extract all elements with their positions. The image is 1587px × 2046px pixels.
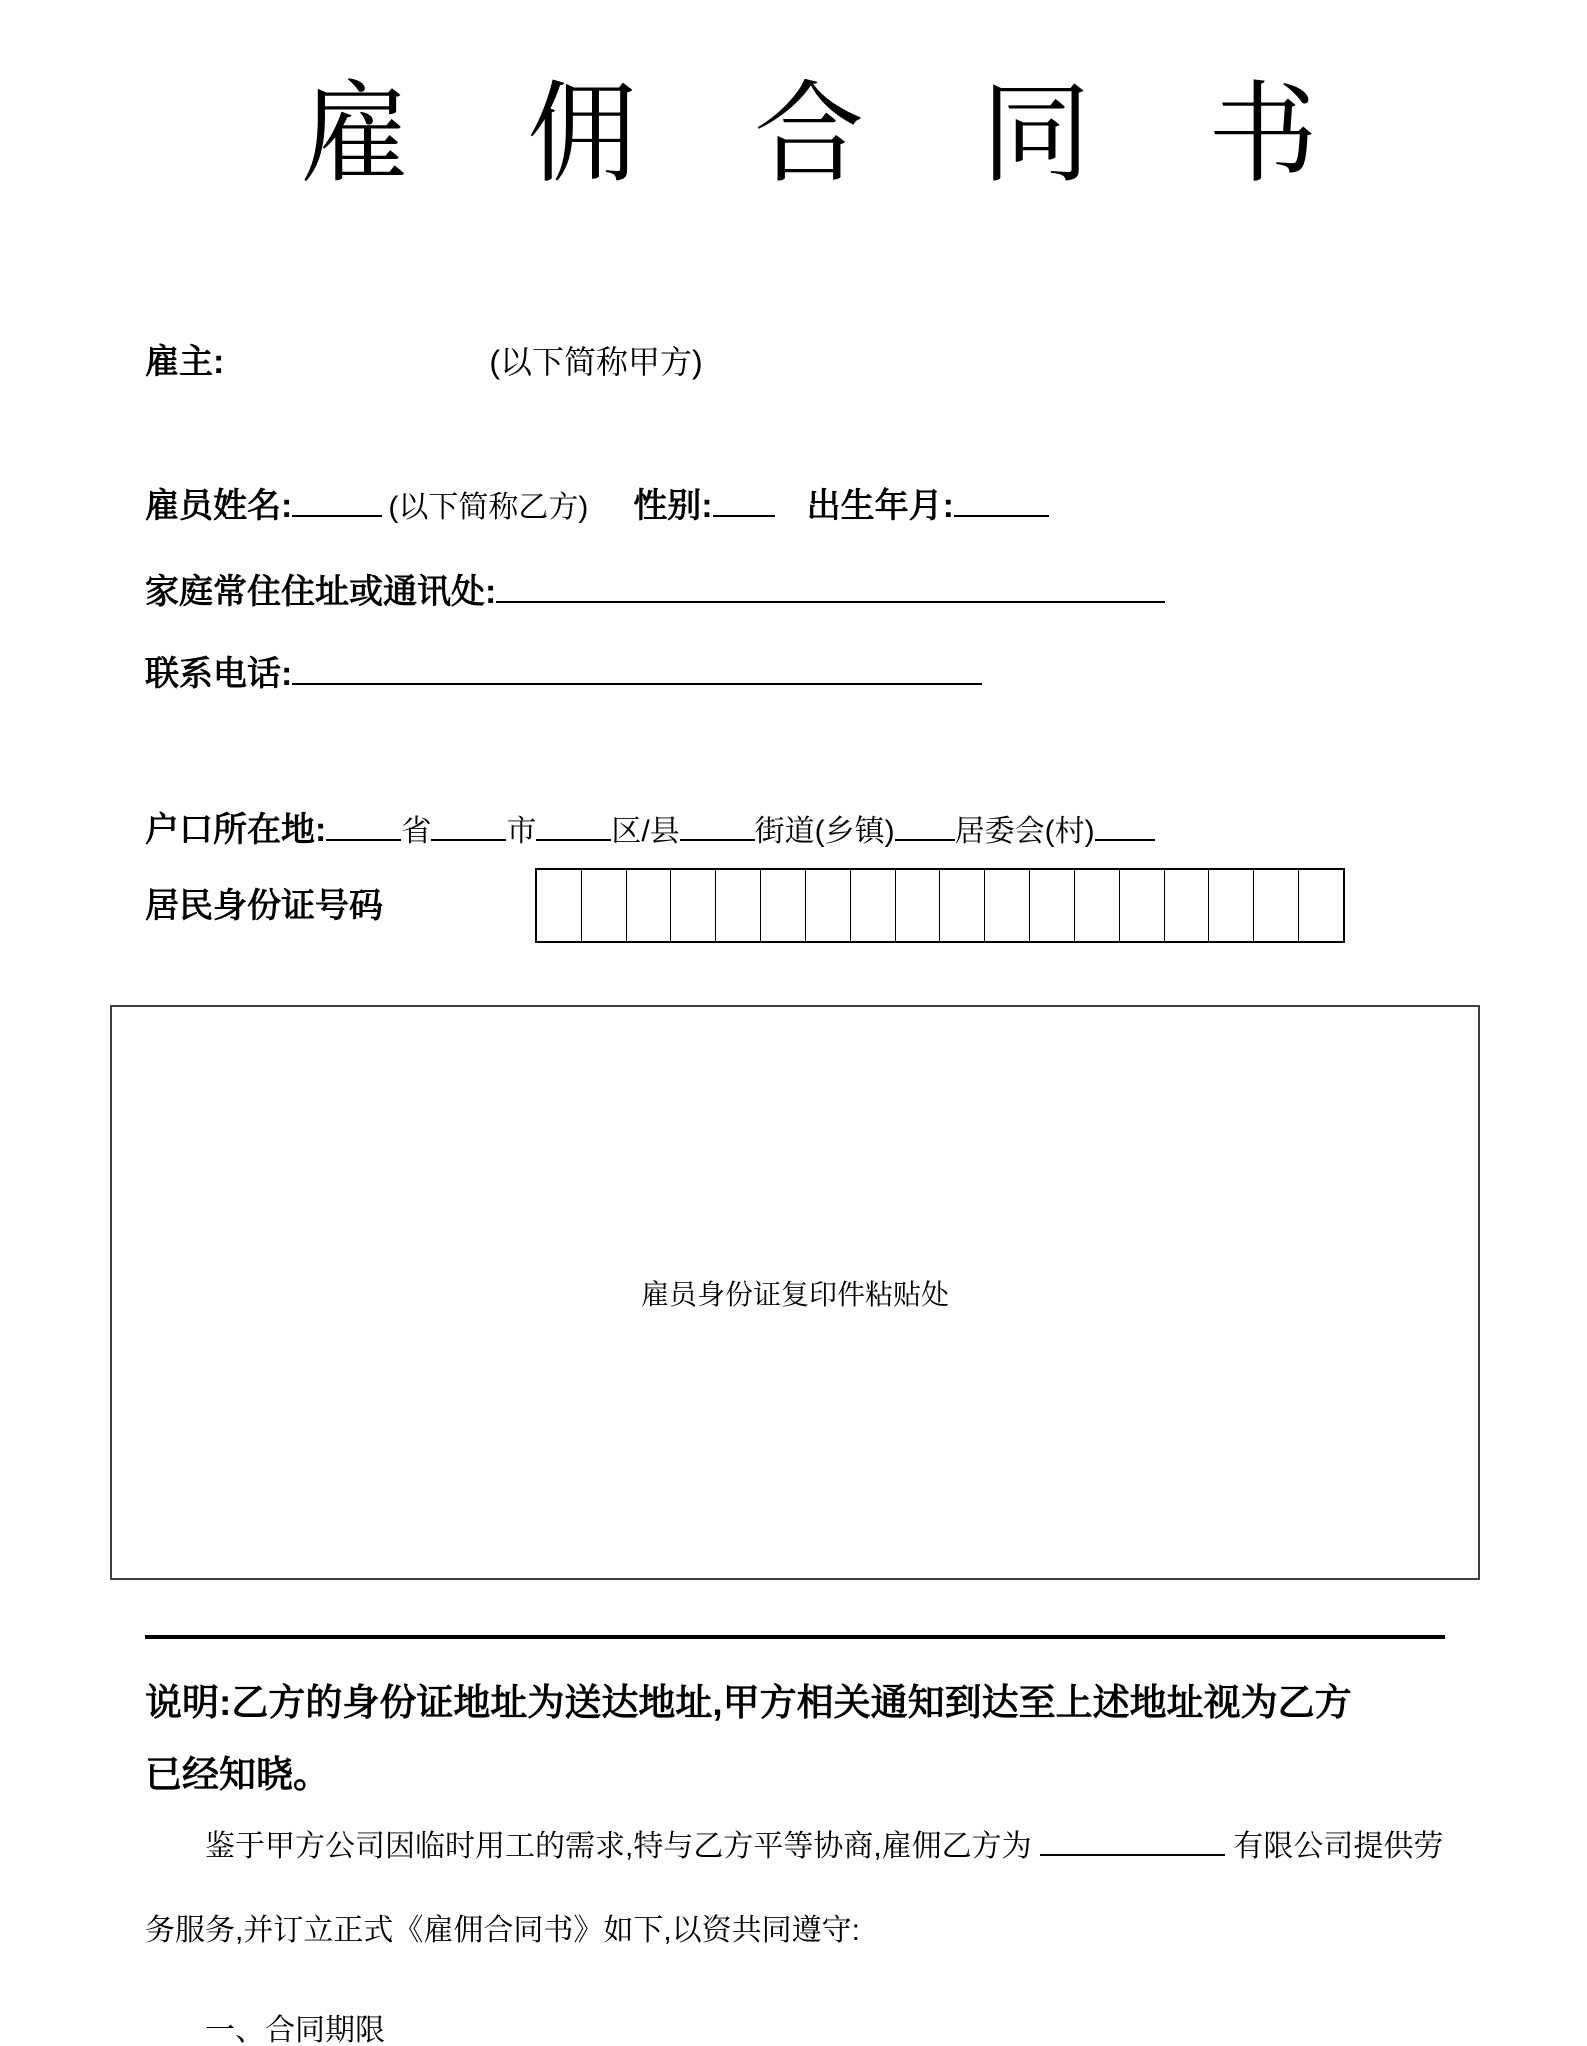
id-digit-cell xyxy=(985,870,1030,941)
id-digit-cell xyxy=(582,870,627,941)
id-digit-cell xyxy=(806,870,851,941)
blank-village xyxy=(1095,829,1155,841)
household-label: 户口所在地: xyxy=(145,811,327,849)
id-digit-cell xyxy=(1299,870,1343,941)
id-digit-cell xyxy=(1254,870,1299,941)
blank-phone xyxy=(292,673,982,685)
employer-label: 雇主: xyxy=(145,343,225,381)
id-digit-cell xyxy=(1075,870,1120,941)
segment-district: 区/县 xyxy=(611,815,680,848)
gender-label: 性别: xyxy=(633,487,713,525)
id-number-line xyxy=(145,868,1345,943)
blank-gender xyxy=(713,505,775,517)
note-line-2: 已经知晓。 xyxy=(145,1754,330,1795)
id-number-label: 居民身份证号码 xyxy=(145,886,383,925)
preamble-line-1-after: 有限公司提供劳 xyxy=(1233,1830,1444,1863)
blank-province xyxy=(326,829,401,841)
blank-city xyxy=(431,829,506,841)
section-1-heading: 一、合同期限 xyxy=(205,2014,385,2046)
employee-name-line xyxy=(145,484,1587,530)
id-digit-cell xyxy=(896,870,941,941)
id-digit-cell xyxy=(537,870,582,941)
id-photocopy-paste-box xyxy=(110,1005,1480,1580)
phone-line xyxy=(145,652,1587,696)
id-digit-cell xyxy=(716,870,761,941)
id-digit-cell xyxy=(671,870,716,941)
id-digit-cell xyxy=(940,870,985,941)
blank-committee xyxy=(895,829,955,841)
blank-birth-date xyxy=(954,505,1049,517)
id-digit-cell xyxy=(627,870,672,941)
birth-date-label: 出生年月: xyxy=(806,487,954,525)
id-digit-cell xyxy=(1030,870,1075,941)
note-line-1: 说明:乙方的身份证地址为送达地址,甲方相关通知到达至上述地址视为乙方 xyxy=(145,1682,1352,1723)
blank-employee-name xyxy=(292,505,382,517)
preamble-line-1-before: 鉴于甲方公司因临时用工的需求,特与乙方平等协商,雇佣乙方为 xyxy=(205,1830,1032,1863)
home-address-label: 家庭常住住址或通讯处: xyxy=(145,573,497,611)
horizontal-divider xyxy=(145,1635,1445,1639)
preamble-line-2: 务服务,并订立正式《雇佣合同书》如下,以资共同遵守: xyxy=(145,1914,861,1947)
segment-province: 省 xyxy=(401,815,432,848)
id-digit-cell xyxy=(1120,870,1165,941)
employee-name-note: (以下简称乙方) xyxy=(388,491,589,524)
id-digit-cell xyxy=(1209,870,1254,941)
blank-district xyxy=(536,829,611,841)
id-number-grid xyxy=(535,868,1345,943)
note-paragraph xyxy=(145,1667,1587,1811)
home-address-line xyxy=(145,570,1165,614)
employer-note: (以下简称甲方) xyxy=(489,344,703,380)
segment-city: 市 xyxy=(506,815,537,848)
preamble-line-1 xyxy=(145,1825,1587,1869)
segment-street: 街道(乡镇) xyxy=(754,815,895,848)
employee-name-label: 雇员姓名: xyxy=(145,487,293,525)
id-digit-cell xyxy=(851,870,896,941)
blank-home-address xyxy=(496,591,1165,603)
blank-street xyxy=(680,829,755,841)
household-registration-line xyxy=(145,808,1587,854)
id-photocopy-paste-label: 雇员身份证复印件粘贴处 xyxy=(640,1278,949,1310)
id-digit-cell xyxy=(1165,870,1210,941)
blank-company-name xyxy=(1040,1844,1225,1856)
page-title: 雇佣合同书 xyxy=(300,74,1435,196)
employer-line xyxy=(145,340,1587,384)
id-digit-cell xyxy=(761,870,806,941)
segment-committee: 居委会(村) xyxy=(954,815,1095,848)
phone-label: 联系电话: xyxy=(145,655,293,693)
